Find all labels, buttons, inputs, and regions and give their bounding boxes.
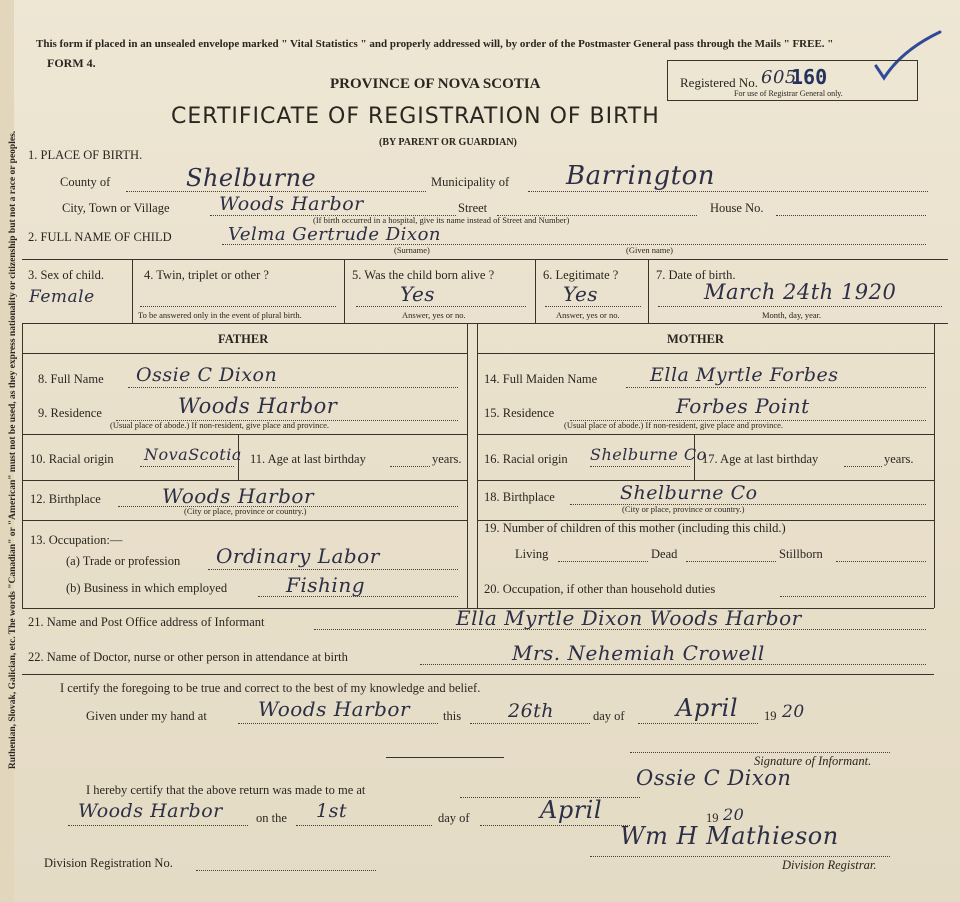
doctor-value: Mrs. Nehemiah Crowell xyxy=(512,641,765,665)
registrar-place-value: Woods Harbor xyxy=(78,800,223,822)
trade-value: Ordinary Labor xyxy=(216,544,380,568)
mother-racial-label: 16. Racial origin xyxy=(484,452,568,466)
certify-text: I certify the foregoing to be true and correct to the best of my knowledge and belief. xyxy=(60,681,481,695)
father-racial-label: 10. Racial origin xyxy=(30,452,114,466)
father-name-label: 8. Full Name xyxy=(38,372,104,386)
father-years-label: years. xyxy=(432,452,462,466)
informant-signature: Ossie C Dixon xyxy=(636,766,792,790)
father-birthplace-value: Woods Harbor xyxy=(162,484,315,508)
mother-birthplace-label: 18. Birthplace xyxy=(484,490,555,504)
trade-label: (a) Trade or profession xyxy=(66,554,181,568)
father-residence-note: (Usual place of abode.) If non-resident, give place and province. xyxy=(110,420,330,430)
mother-heading: MOTHER xyxy=(667,332,724,346)
registrar-day-value: 1st xyxy=(316,800,347,822)
occupation-label: 13. Occupation:— xyxy=(30,533,123,547)
mother-name-value: Ella Myrtle Forbes xyxy=(650,364,839,386)
dob-value: March 24th 1920 xyxy=(704,280,897,304)
registrar-signature-label: Division Registrar. xyxy=(782,858,877,872)
given-day-value: 26th xyxy=(508,700,555,722)
mother-racial-value: Shelburne Co xyxy=(590,445,707,464)
day-of-label: day of xyxy=(593,709,625,723)
registrar-text: I hereby certify that the above return was made to me at xyxy=(86,783,366,797)
registrar-year-suffix: 20 xyxy=(723,805,745,824)
sex-value: Female xyxy=(29,287,95,307)
dob-note: Month, day, year. xyxy=(762,310,822,320)
given-place-value: Woods Harbor xyxy=(258,697,411,721)
mother-years-label: years. xyxy=(884,452,914,466)
mother-residence-value: Forbes Point xyxy=(676,394,810,418)
mother-residence-label: 15. Residence xyxy=(484,406,555,420)
alive-label: 5. Was the child born alive ? xyxy=(352,268,495,282)
registered-number-box xyxy=(667,60,918,101)
dob-label: 7. Date of birth. xyxy=(656,268,736,282)
street-label: Street xyxy=(458,201,488,215)
county-label: County of xyxy=(60,175,111,189)
legitimate-note: Answer, yes or no. xyxy=(556,310,620,320)
division-registration-label: Division Registration No. xyxy=(44,856,173,870)
city-label: City, Town or Village xyxy=(62,201,170,215)
dead-label: Dead xyxy=(651,547,678,561)
father-heading: FATHER xyxy=(218,332,269,346)
children-count-label: 19. Number of children of this mother (including this child.) xyxy=(484,521,786,535)
alive-value: Yes xyxy=(400,282,436,306)
child-name-value: Velma Gertrude Dixon xyxy=(228,224,442,245)
father-birthplace-label: 12. Birthplace xyxy=(30,492,101,506)
mother-birthplace-value: Shelburne Co xyxy=(620,482,758,504)
registrar-day-of-label: day of xyxy=(438,811,470,825)
place-heading: 1. PLACE OF BIRTH. xyxy=(28,148,143,162)
father-birthplace-note: (City or place, province or country.) xyxy=(184,506,307,516)
registered-stamp: 160 xyxy=(791,65,828,89)
house-label: House No. xyxy=(710,201,764,215)
doctor-label: 22. Name of Doctor, nurse or other person in attendance at birth xyxy=(28,650,348,664)
mother-name-label: 14. Full Maiden Name xyxy=(484,372,598,386)
form-number: FORM 4. xyxy=(47,56,96,70)
this-label: this xyxy=(443,709,462,723)
given-month-value: April xyxy=(676,694,739,722)
father-name-value: Ossie C Dixon xyxy=(136,364,278,386)
side-note: Ruthenian, Slovak, Galician, etc. The words "Canadian" or "American" must not be used, as they express nationality or citizenship but not a race or peoples. xyxy=(8,130,18,770)
mother-age-label: 17. Age at last birthday xyxy=(702,452,819,466)
municipality-label: Municipality of xyxy=(431,175,510,189)
province-heading: PROVINCE OF NOVA SCOTIA xyxy=(330,76,541,92)
alive-note: Answer, yes or no. xyxy=(402,310,466,320)
father-racial-value: NovaScotia xyxy=(144,445,242,464)
business-label: (b) Business in which employed xyxy=(66,581,228,595)
municipality-value: Barrington xyxy=(566,161,716,191)
registrar-month-value: April xyxy=(540,796,603,824)
mother-occupation-label: 20. Occupation, if other than household duties xyxy=(484,582,716,596)
registrar-year-prefix: 19 xyxy=(706,811,719,825)
informant-label: 21. Name and Post Office address of Informant xyxy=(28,615,265,629)
father-residence-value: Woods Harbor xyxy=(178,394,338,418)
given-year-suffix: 20 xyxy=(782,702,805,722)
stillborn-label: Stillborn xyxy=(779,547,823,561)
registered-prefix: 605 xyxy=(761,67,797,88)
mother-birthplace-note: (City or place, province or country.) xyxy=(622,504,745,514)
living-label: Living xyxy=(515,547,549,561)
given-name-label: (Given name) xyxy=(626,245,673,255)
given-year-prefix: 19 xyxy=(764,709,777,723)
twin-label: 4. Twin, triplet or other ? xyxy=(144,268,269,282)
registered-note: For use of Registrar General only. xyxy=(734,89,843,98)
legitimate-value: Yes xyxy=(563,282,599,306)
legitimate-label: 6. Legitimate ? xyxy=(543,268,619,282)
county-value: Shelburne xyxy=(186,164,317,192)
subtitle: (BY PARENT OR GUARDIAN) xyxy=(379,137,517,148)
father-residence-label: 9. Residence xyxy=(38,406,102,420)
street-note: (If birth occurred in a hospital, give its name instead of Street and Number) xyxy=(313,215,570,225)
informant-value: Ella Myrtle Dixon Woods Harbor xyxy=(456,606,802,630)
sex-label: 3. Sex of child. xyxy=(28,268,105,282)
on-the-label: on the xyxy=(256,811,287,825)
surname-label: (Surname) xyxy=(394,245,430,255)
mother-residence-note: (Usual place of abode.) If non-resident, give place and province. xyxy=(564,420,784,430)
father-age-label: 11. Age at last birthday xyxy=(250,452,366,466)
top-note: This form if placed in an unsealed envelope marked " Vital Statistics " and properly addressed will, by order of the Postmaster General pass through the Mails " FREE. " xyxy=(36,38,834,50)
city-value: Woods Harbor xyxy=(219,193,364,215)
informant-signature-label: Signature of Informant. xyxy=(754,754,872,768)
registered-label: Registered No. xyxy=(680,75,758,90)
child-name-label: 2. FULL NAME OF CHILD xyxy=(28,230,172,244)
twin-note: To be answered only in the event of plural birth. xyxy=(138,310,302,320)
business-value: Fishing xyxy=(286,573,365,597)
registrar-signature: Wm H Mathieson xyxy=(620,822,839,850)
given-under-label: Given under my hand at xyxy=(86,709,207,723)
page-title: CERTIFICATE OF REGISTRATION OF BIRTH xyxy=(171,104,660,129)
